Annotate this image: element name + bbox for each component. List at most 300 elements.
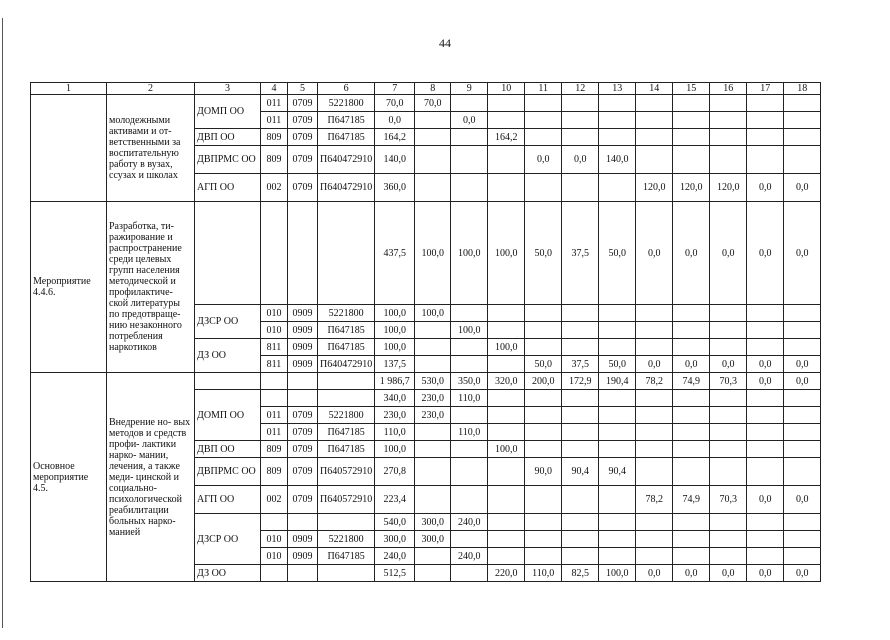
organization-cell: ДВП ОО [195,441,261,458]
column-number-header: 14 [636,83,673,95]
value-cell [747,407,784,424]
value-cell [415,146,451,174]
value-cell [525,407,562,424]
value-cell: П647185 [318,112,375,129]
value-cell: 140,0 [375,146,415,174]
value-cell: 100,0 [488,339,525,356]
value-cell [562,322,599,339]
value-cell: 100,0 [451,322,488,339]
value-cell: 350,0 [451,373,488,390]
value-cell [673,322,710,339]
value-cell [636,146,673,174]
value-cell: 78,2 [636,486,673,514]
value-cell: 240,0 [451,514,488,531]
value-cell [562,486,599,514]
value-cell [488,112,525,129]
value-cell: 002 [261,486,288,514]
value-cell [673,146,710,174]
value-cell [562,531,599,548]
value-cell [488,486,525,514]
value-cell [599,514,636,531]
value-cell [451,129,488,146]
value-cell: 0,0 [451,112,488,129]
value-cell [636,322,673,339]
value-cell [318,390,375,407]
value-cell: П640472910 [318,174,375,202]
value-cell: 220,0 [488,565,525,582]
value-cell [288,390,318,407]
value-cell [415,458,451,486]
value-cell [747,95,784,112]
value-cell [673,514,710,531]
value-cell [636,95,673,112]
organization-cell: ДОМП ОО [195,95,261,129]
value-cell [488,174,525,202]
value-cell: П647185 [318,322,375,339]
value-cell [451,441,488,458]
value-cell [747,424,784,441]
value-cell [784,339,821,356]
value-cell [562,441,599,458]
value-cell: 0,0 [673,356,710,373]
value-cell [415,486,451,514]
value-cell [525,322,562,339]
value-cell [451,356,488,373]
column-number-header: 6 [318,83,375,95]
value-cell: 011 [261,424,288,441]
value-cell: 100,0 [375,322,415,339]
measure-description-cell: Разработка, ти- ражирование и распространение среди целевых групп населения методической и профилактиче- ской литературы по предотвраще- нию незаконного потребления наркотиков [107,202,195,373]
value-cell: 0,0 [673,565,710,582]
organization-cell [195,373,261,390]
measure-description-cell: Внедрение но- вых методов и средств профи- лактики нарко- мании, лечения, а также меди- цинской и социально- психологической реабилитации больных нарко- манией [107,373,195,582]
value-cell [288,565,318,582]
column-number-header: 7 [375,83,415,95]
value-cell: 0,0 [784,565,821,582]
value-cell [288,202,318,305]
value-cell: 70,0 [375,95,415,112]
value-cell [415,112,451,129]
value-cell [525,305,562,322]
value-cell [747,146,784,174]
value-cell: 0909 [288,339,318,356]
organization-cell: АГП ОО [195,486,261,514]
value-cell [673,390,710,407]
value-cell: 809 [261,146,288,174]
value-cell [525,424,562,441]
value-cell: 140,0 [599,146,636,174]
value-cell [710,146,747,174]
value-cell: 0,0 [747,373,784,390]
value-cell [599,486,636,514]
column-number-header: 18 [784,83,821,95]
value-cell: 5221800 [318,95,375,112]
value-cell: 0709 [288,424,318,441]
value-cell [415,356,451,373]
value-cell [784,390,821,407]
value-cell [488,305,525,322]
value-cell: 0,0 [747,356,784,373]
value-cell [673,548,710,565]
value-cell [599,407,636,424]
value-cell [525,531,562,548]
value-cell: 0909 [288,322,318,339]
value-cell: 809 [261,441,288,458]
value-cell [451,339,488,356]
value-cell: 50,0 [525,202,562,305]
value-cell [525,548,562,565]
column-number-header: 4 [261,83,288,95]
value-cell [710,322,747,339]
value-cell: П647185 [318,129,375,146]
value-cell: 0,0 [636,356,673,373]
value-cell: 50,0 [525,356,562,373]
value-cell [599,174,636,202]
column-number-header: 12 [562,83,599,95]
column-number-header: 16 [710,83,747,95]
value-cell: 011 [261,112,288,129]
value-cell [636,531,673,548]
value-cell [784,514,821,531]
column-number-header: 3 [195,83,261,95]
value-cell: 0709 [288,441,318,458]
value-cell [673,407,710,424]
table-row [31,95,821,112]
value-cell [451,565,488,582]
value-cell: 120,0 [673,174,710,202]
value-cell [288,514,318,531]
value-cell [710,129,747,146]
value-cell: 100,0 [415,305,451,322]
value-cell: 300,0 [415,514,451,531]
value-cell [747,339,784,356]
value-cell [673,458,710,486]
value-cell [599,390,636,407]
value-cell [710,514,747,531]
value-cell: 0909 [288,531,318,548]
value-cell [261,565,288,582]
value-cell: 100,0 [415,202,451,305]
organization-cell [195,202,261,305]
value-cell: 360,0 [375,174,415,202]
value-cell [525,95,562,112]
value-cell [710,441,747,458]
value-cell: 110,0 [525,565,562,582]
value-cell: 0,0 [784,486,821,514]
value-cell: П647185 [318,441,375,458]
value-cell: 164,2 [375,129,415,146]
value-cell [488,322,525,339]
value-cell: 120,0 [636,174,673,202]
value-cell: 137,5 [375,356,415,373]
value-cell: 100,0 [375,339,415,356]
value-cell [673,531,710,548]
value-cell [784,441,821,458]
value-cell [562,339,599,356]
table-row [31,373,821,390]
value-cell: 0709 [288,486,318,514]
value-cell [562,548,599,565]
value-cell: 5221800 [318,305,375,322]
value-cell [451,458,488,486]
value-cell: П640472910 [318,146,375,174]
value-cell [710,424,747,441]
value-cell [488,146,525,174]
value-cell [636,441,673,458]
value-cell [488,514,525,531]
value-cell [784,458,821,486]
value-cell [525,486,562,514]
value-cell [451,486,488,514]
value-cell: 230,0 [375,407,415,424]
value-cell [562,95,599,112]
value-cell: 540,0 [375,514,415,531]
value-cell [562,424,599,441]
value-cell [673,305,710,322]
value-cell [747,129,784,146]
value-cell: 120,0 [710,174,747,202]
value-cell: 37,5 [562,202,599,305]
value-cell: 82,5 [562,565,599,582]
value-cell [451,95,488,112]
value-cell [636,129,673,146]
value-cell [710,458,747,486]
value-cell [636,458,673,486]
column-number-header: 10 [488,83,525,95]
value-cell: 100,0 [488,441,525,458]
value-cell [784,146,821,174]
value-cell [525,112,562,129]
table-row [31,202,821,305]
value-cell: 0709 [288,407,318,424]
value-cell [599,441,636,458]
value-cell [599,112,636,129]
column-number-row [31,83,821,95]
value-cell: 90,0 [525,458,562,486]
value-cell [710,95,747,112]
value-cell [784,112,821,129]
value-cell: 437,5 [375,202,415,305]
value-cell: 0709 [288,112,318,129]
column-number-header: 9 [451,83,488,95]
value-cell [747,458,784,486]
value-cell [562,407,599,424]
value-cell [599,322,636,339]
value-cell: 811 [261,339,288,356]
value-cell: 512,5 [375,565,415,582]
value-cell [318,202,375,305]
value-cell [710,339,747,356]
value-cell [318,514,375,531]
value-cell [784,531,821,548]
value-cell: 809 [261,458,288,486]
value-cell [784,322,821,339]
value-cell [636,305,673,322]
value-cell: 270,8 [375,458,415,486]
organization-cell: ДЗ ОО [195,339,261,373]
value-cell: 811 [261,356,288,373]
value-cell [451,174,488,202]
value-cell: 100,0 [488,202,525,305]
value-cell [599,339,636,356]
value-cell: 100,0 [599,565,636,582]
value-cell [415,322,451,339]
value-cell [784,424,821,441]
value-cell [673,424,710,441]
value-cell [488,95,525,112]
value-cell [415,441,451,458]
value-cell: 0,0 [673,202,710,305]
value-cell: 0,0 [747,486,784,514]
value-cell: 100,0 [375,305,415,322]
value-cell: 90,4 [599,458,636,486]
value-cell: 0,0 [636,202,673,305]
value-cell [784,95,821,112]
value-cell [710,305,747,322]
value-cell: 530,0 [415,373,451,390]
value-cell: 010 [261,531,288,548]
column-number-header: 2 [107,83,195,95]
column-number-header: 17 [747,83,784,95]
value-cell [488,390,525,407]
column-number-header: 1 [31,83,107,95]
value-cell: 0,0 [375,112,415,129]
value-cell [318,373,375,390]
value-cell: П640472910 [318,356,375,373]
budget-table [30,82,821,582]
value-cell [747,531,784,548]
value-cell: 223,4 [375,486,415,514]
value-cell: 0,0 [525,146,562,174]
value-cell: 010 [261,548,288,565]
value-cell [415,339,451,356]
value-cell [599,424,636,441]
value-cell: 0,0 [784,356,821,373]
value-cell: 011 [261,407,288,424]
value-cell [636,339,673,356]
value-cell [261,202,288,305]
value-cell: 010 [261,322,288,339]
value-cell: 0,0 [710,565,747,582]
value-cell [673,339,710,356]
value-cell: П640572910 [318,486,375,514]
value-cell: 300,0 [375,531,415,548]
value-cell: 50,0 [599,202,636,305]
value-cell: 0,0 [562,146,599,174]
value-cell [488,356,525,373]
value-cell: 0,0 [784,174,821,202]
value-cell: 70,3 [710,486,747,514]
value-cell [261,514,288,531]
value-cell [710,531,747,548]
value-cell [562,112,599,129]
value-cell: 0,0 [747,565,784,582]
value-cell [488,548,525,565]
value-cell: 010 [261,305,288,322]
value-cell [261,373,288,390]
value-cell: 110,0 [375,424,415,441]
value-cell: 0,0 [710,356,747,373]
value-cell [488,407,525,424]
value-cell [747,441,784,458]
organization-cell: ДВПРМС ОО [195,458,261,486]
value-cell [488,424,525,441]
value-cell [747,305,784,322]
value-cell [599,129,636,146]
value-cell: 0709 [288,174,318,202]
column-number-header: 13 [599,83,636,95]
value-cell: 190,4 [599,373,636,390]
value-cell: П640572910 [318,458,375,486]
value-cell: 0,0 [747,202,784,305]
value-cell: П647185 [318,339,375,356]
value-cell [636,407,673,424]
measure-description-cell: молодежными активами и от- ветственными за воспитательную работу в вузах, ссузах и школах [107,95,195,202]
value-cell: 37,5 [562,356,599,373]
value-cell [288,373,318,390]
column-number-header: 5 [288,83,318,95]
value-cell [710,548,747,565]
value-cell [747,322,784,339]
value-cell [415,174,451,202]
value-cell [525,390,562,407]
value-cell: 200,0 [525,373,562,390]
value-cell [562,514,599,531]
value-cell [784,548,821,565]
value-cell [451,531,488,548]
value-cell: 340,0 [375,390,415,407]
value-cell [636,514,673,531]
value-cell: 0909 [288,305,318,322]
value-cell: 320,0 [488,373,525,390]
value-cell [599,548,636,565]
value-cell: 0909 [288,356,318,373]
value-cell [562,305,599,322]
value-cell: 100,0 [451,202,488,305]
page-number: 44 [439,36,451,50]
value-cell [636,390,673,407]
value-cell [747,390,784,407]
value-cell: 164,2 [488,129,525,146]
value-cell [415,548,451,565]
value-cell: П647185 [318,548,375,565]
value-cell [710,390,747,407]
value-cell [562,174,599,202]
value-cell [747,514,784,531]
organization-cell: ДЗСР ОО [195,305,261,339]
column-number-header: 11 [525,83,562,95]
value-cell [415,129,451,146]
value-cell [562,390,599,407]
value-cell [488,531,525,548]
value-cell: 0,0 [784,202,821,305]
value-cell: 90,4 [562,458,599,486]
value-cell: 240,0 [451,548,488,565]
value-cell [318,565,375,582]
value-cell: 50,0 [599,356,636,373]
value-cell: 230,0 [415,390,451,407]
value-cell [525,514,562,531]
value-cell [673,129,710,146]
value-cell [784,305,821,322]
organization-cell: ДВП ОО [195,129,261,146]
value-cell: 0,0 [636,565,673,582]
value-cell [673,95,710,112]
value-cell [451,146,488,174]
value-cell: П647185 [318,424,375,441]
value-cell: 0709 [288,95,318,112]
value-cell [525,339,562,356]
